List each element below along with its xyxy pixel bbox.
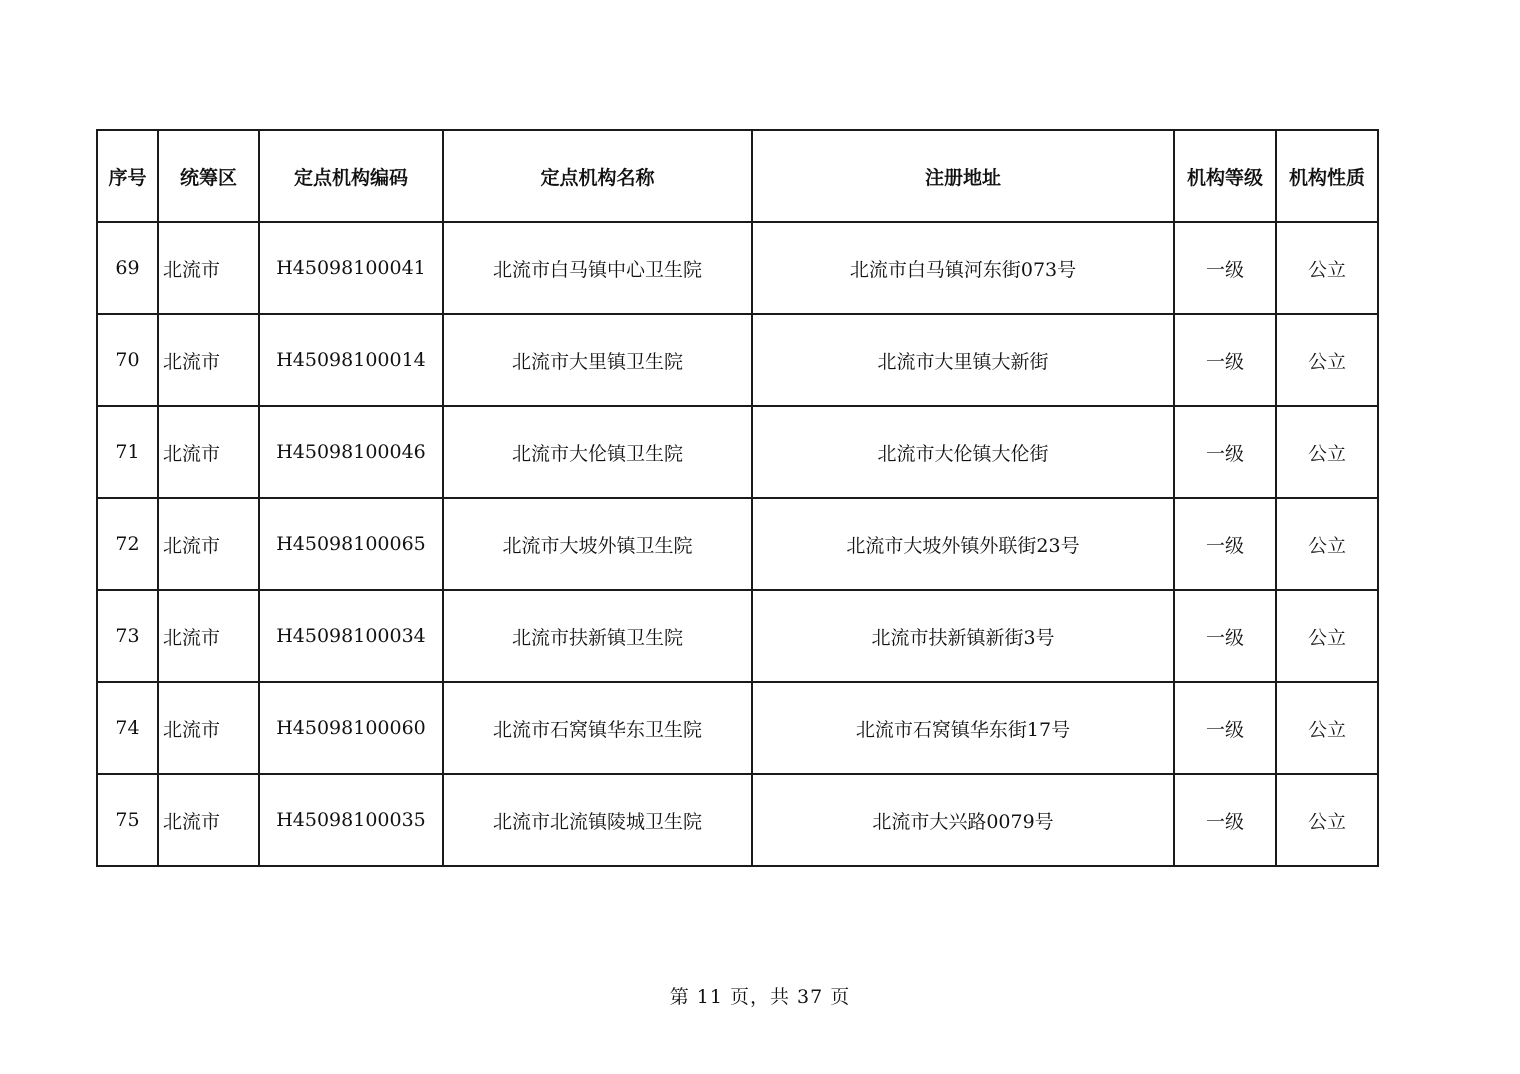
cell-level: 一级 <box>1174 222 1276 314</box>
cell-seq: 73 <box>97 590 158 682</box>
table-row <box>97 222 1378 314</box>
cell-region: 北流市 <box>158 314 259 406</box>
cell-address: 北流市大伦镇大伦街 <box>752 406 1174 498</box>
cell-name: 北流市白马镇中心卫生院 <box>443 222 752 314</box>
cell-code: H45098100034 <box>259 590 443 682</box>
table-row <box>97 682 1378 774</box>
table-row <box>97 314 1378 406</box>
cell-name: 北流市石窝镇华东卫生院 <box>443 682 752 774</box>
table-row <box>97 406 1378 498</box>
page-number-footer: 第 11 页，共 37 页 <box>669 986 851 1008</box>
cell-name: 北流市大里镇卫生院 <box>443 314 752 406</box>
cell-address: 北流市大里镇大新街 <box>752 314 1174 406</box>
cell-seq: 72 <box>97 498 158 590</box>
cell-code: H45098100060 <box>259 682 443 774</box>
cell-region: 北流市 <box>158 590 259 682</box>
cell-level: 一级 <box>1174 498 1276 590</box>
header-address: 注册地址 <box>752 130 1174 222</box>
cell-name: 北流市大坡外镇卫生院 <box>443 498 752 590</box>
cell-name: 北流市大伦镇卫生院 <box>443 406 752 498</box>
cell-seq: 69 <box>97 222 158 314</box>
cell-seq: 70 <box>97 314 158 406</box>
cell-code: H45098100014 <box>259 314 443 406</box>
cell-region: 北流市 <box>158 222 259 314</box>
table-row <box>97 774 1378 866</box>
cell-region: 北流市 <box>158 406 259 498</box>
header-code: 定点机构编码 <box>259 130 443 222</box>
cell-level: 一级 <box>1174 774 1276 866</box>
cell-code: H45098100035 <box>259 774 443 866</box>
cell-nature: 公立 <box>1276 774 1378 866</box>
cell-address: 北流市大坡外镇外联街23号 <box>752 498 1174 590</box>
cell-address: 北流市扶新镇新街3号 <box>752 590 1174 682</box>
cell-code: H45098100046 <box>259 406 443 498</box>
cell-code: H45098100041 <box>259 222 443 314</box>
cell-name: 北流市扶新镇卫生院 <box>443 590 752 682</box>
header-seq: 序号 <box>97 130 158 222</box>
header-nature: 机构性质 <box>1276 130 1378 222</box>
cell-seq: 74 <box>97 682 158 774</box>
cell-nature: 公立 <box>1276 682 1378 774</box>
cell-name: 北流市北流镇陵城卫生院 <box>443 774 752 866</box>
cell-region: 北流市 <box>158 682 259 774</box>
cell-nature: 公立 <box>1276 590 1378 682</box>
cell-seq: 71 <box>97 406 158 498</box>
table-row <box>97 590 1378 682</box>
cell-level: 一级 <box>1174 406 1276 498</box>
cell-nature: 公立 <box>1276 314 1378 406</box>
cell-nature: 公立 <box>1276 222 1378 314</box>
cell-address: 北流市大兴路0079号 <box>752 774 1174 866</box>
cell-region: 北流市 <box>158 498 259 590</box>
header-level: 机构等级 <box>1174 130 1276 222</box>
cell-level: 一级 <box>1174 682 1276 774</box>
cell-region: 北流市 <box>158 774 259 866</box>
cell-seq: 75 <box>97 774 158 866</box>
table-header-row <box>97 130 1378 222</box>
cell-code: H45098100065 <box>259 498 443 590</box>
header-region: 统筹区 <box>158 130 259 222</box>
cell-nature: 公立 <box>1276 406 1378 498</box>
institution-table <box>96 129 1379 867</box>
cell-level: 一级 <box>1174 314 1276 406</box>
table-row <box>97 498 1378 590</box>
cell-address: 北流市白马镇河东街073号 <box>752 222 1174 314</box>
header-name: 定点机构名称 <box>443 130 752 222</box>
cell-address: 北流市石窝镇华东街17号 <box>752 682 1174 774</box>
cell-level: 一级 <box>1174 590 1276 682</box>
cell-nature: 公立 <box>1276 498 1378 590</box>
